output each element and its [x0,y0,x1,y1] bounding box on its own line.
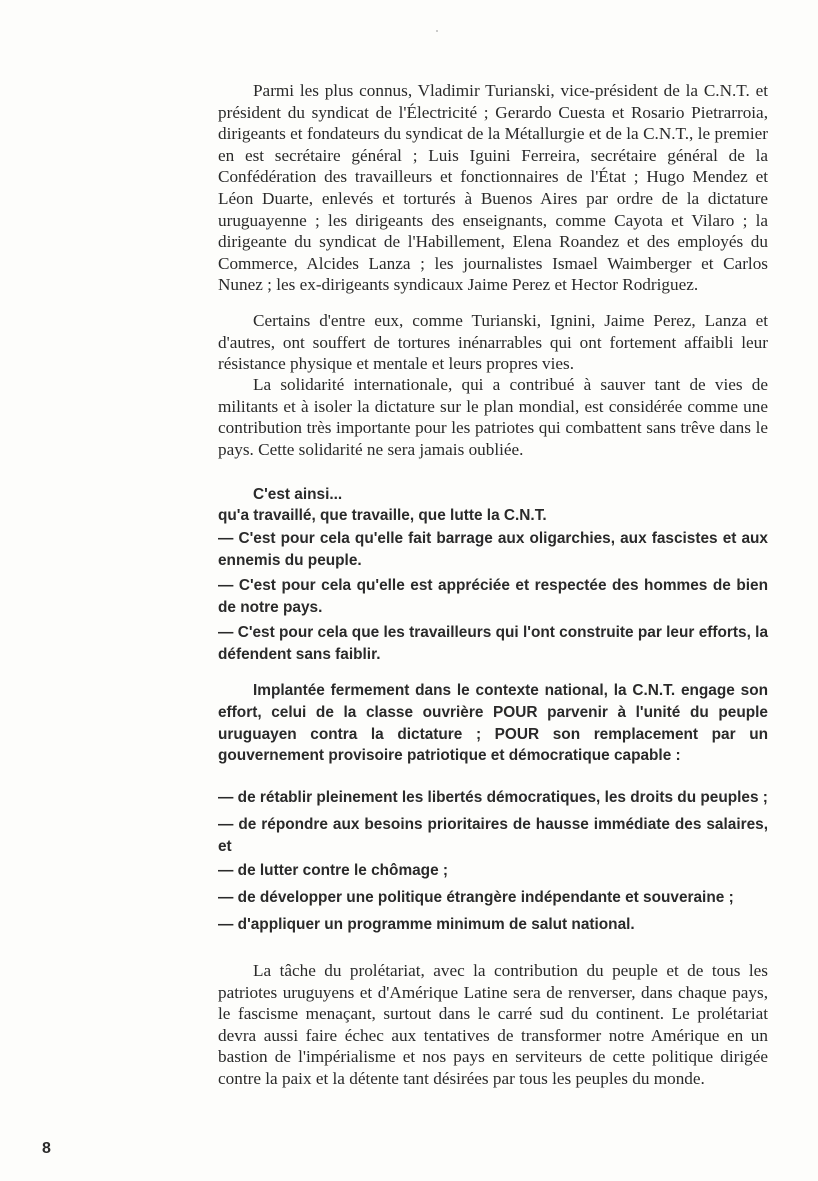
objective-libertes: — de rétablir pleinement les libertés démocratiques, les droits du peuples ; [218,789,768,806]
heading-cest-ainsi: C'est ainsi... [253,486,343,503]
objective-programme: — d'appliquer un programme minimum de salut national. [218,916,635,933]
bullet-travailleurs: — C'est pour cela que les travailleurs qui l'ont construite par leur efforts, la défendent sans faiblir. [218,624,768,663]
scan-speck [436,30,438,32]
bullet-appreciee: — C'est pour cela qu'elle est appréciée et respectée des hommes de bien de notre pays. [218,577,768,616]
paragraph-implantee: Implantée fermement dans le contexte national, la C.N.T. engage son effort, celui de la classe ouvrière POUR parvenir à l'unité du peuple uruguayen contra la dictature ; POUR son remplacement par un gouvernement provisoire patriotique et démocratique capable : [218,682,768,765]
paragraph-proletariat: La tâche du prolétariat, avec la contribution du peuple et de tous les patriotes uruguyens et d'Amérique Latine sera de renverser, dans chaque pays, le fascisme menaçant, surtout dans le carré sud du continent. Le prolétariat devra aussi faire échec aux tentatives de transformer notre Amérique en un bastion de l'impérialisme et nos pays en serviteurs de cette politique dirigée contre la paix et la détente tant désirées par tous les peuples du monde. [218,961,768,1088]
paragraph-solidarity: La solidarité internationale, qui a contribué à sauver tant de vies de militants et à isoler la dictature sur le plan mondial, est considérée comme une contribution très importante pour les patriotes qui combattent sans trêve dans le pays. Cette solidarité ne sera jamais oubliée. [218,375,768,459]
bullet-barrage: — C'est pour cela qu'elle fait barrage aux oligarchies, aux fascistes et aux ennemis du peuple. [218,530,768,569]
objective-salaires: — de répondre aux besoins prioritaires de hausse immédiate des salaires, et [218,816,768,855]
paragraph-prisoners-list: Parmi les plus connus, Vladimir Turianski, vice-président de la C.N.T. et président du syndicat de l'Électricité ; Gerardo Cuesta et Rosario Pietrarroia, dirigeants et fondateurs du syndicat de la Métallurgie et de la C.N.T., le premier en est secrétaire général ; Luis Iguini Ferreira, secrétaire général de la Confédération des travailleurs et fonctionnaires de l'État ; Hugo Mendez et Léon Duarte, enlevés et torturés à Buenos Aires par ordre de la dictature uruguayenne ; les dirigeants des enseignants, comme Cayota et Vilaro ; la dirigeante du syndicat de l'Habillement, Elena Roandez et des employés du Commerce, Alcides Lanza ; les journalistes Ismael Waimberger et Carlos Nunez ; les ex-dirigeants syndicaux Jaime Perez et Hector Rodriguez. [218,81,768,295]
page-number: 8 [42,1140,51,1157]
heading-qua-travaille: qu'a travaillé, que travaille, que lutte la C.N.T. [218,507,547,524]
objective-chomage: — de lutter contre le chômage ; [218,862,449,879]
paragraph-tortures: Certains d'entre eux, comme Turianski, Ignini, Jaime Perez, Lanza et d'autres, ont souffert de tortures inénarrables qui ont fortement affaibli leur résistance physique et mentale et leurs propres vies. [218,311,768,374]
objective-politique-etrangere: — de développer une politique étrangère indépendante et souveraine ; [218,889,734,906]
